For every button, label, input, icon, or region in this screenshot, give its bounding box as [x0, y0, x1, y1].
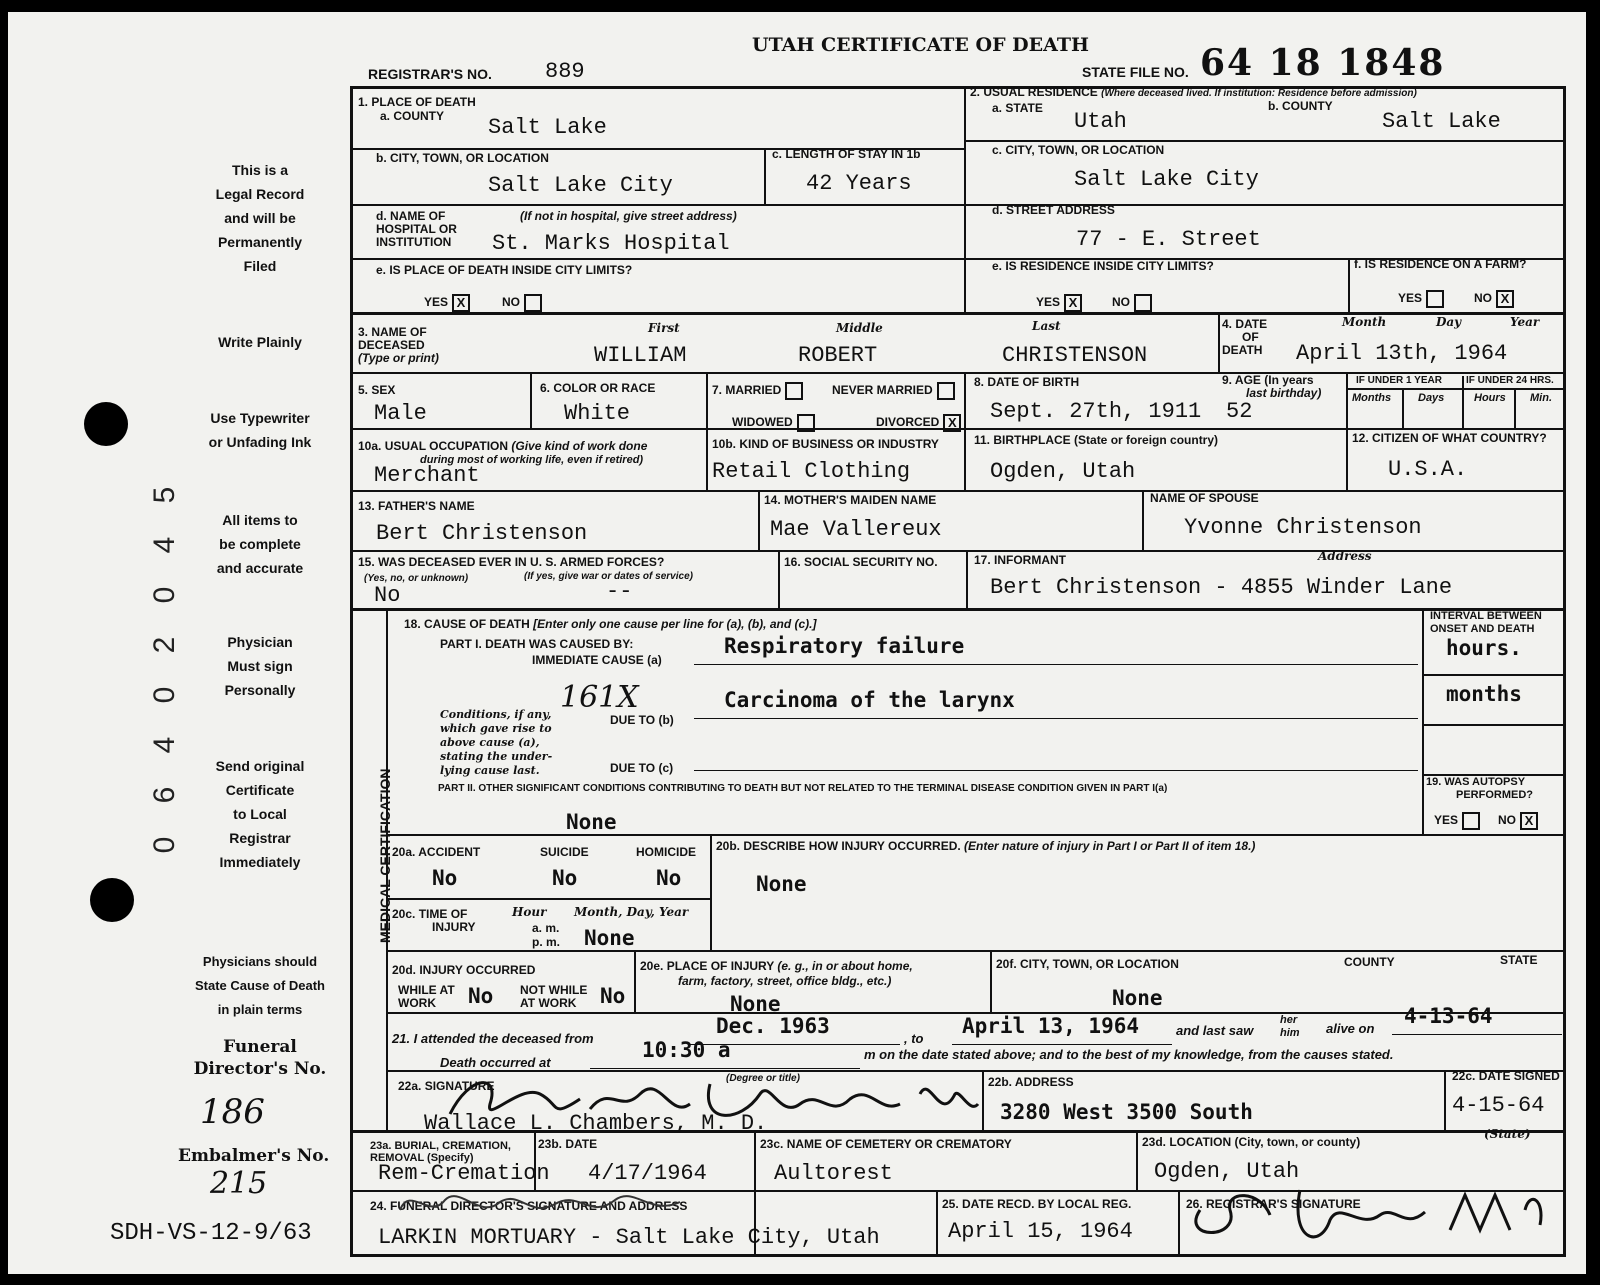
typewriter-note: Use Typewriter or Unfading Ink	[208, 410, 312, 450]
while-work-label: WHILE AT WORK	[398, 983, 455, 1010]
autopsy-no: NO X	[1498, 812, 1538, 830]
res-city-label: c. CITY, TOWN, OR LOCATION	[992, 143, 1165, 157]
death-inside-city-no: NO	[502, 294, 542, 312]
last-name: CHRISTENSON	[1002, 343, 1148, 368]
homicide: No	[656, 866, 682, 890]
armed-forces-note-a: (Yes, no, or unknown)	[364, 573, 469, 584]
hospital-label: d. NAME OF HOSPITAL OR INSTITUTION	[376, 209, 457, 249]
attend-to-label: , to	[904, 1031, 924, 1046]
armed-forces-dates: --	[606, 579, 633, 604]
funeral-director: LARKIN MORTUARY - Salt Lake City, Utah	[378, 1225, 880, 1250]
mother-name: Mae Vallereux	[770, 517, 942, 542]
degree-label: (Degree or title)	[726, 1073, 800, 1084]
mdy-label: Month, Day, Year	[574, 905, 689, 919]
res-county: Salt Lake	[1382, 109, 1501, 134]
vertical-control-number: 5 4 0 2 0 4 6 0	[148, 486, 181, 854]
last-saw-label: and last saw	[1176, 1023, 1254, 1038]
res-inside-city-label: e. IS RESIDENCE INSIDE CITY LIMITS?	[992, 259, 1214, 273]
checkbox-no[interactable]: X	[1496, 290, 1514, 308]
checkbox-divorced[interactable]: X	[943, 414, 961, 432]
checkbox-yes[interactable]: X	[1064, 294, 1082, 312]
year-label: Year	[1510, 315, 1540, 329]
form-number: SDH-VS-12-9/63	[110, 1220, 312, 1247]
checkbox-never-married[interactable]	[937, 382, 955, 400]
due-to-b-label: DUE TO (b)	[610, 713, 674, 727]
spouse-label: NAME OF SPOUSE	[1150, 491, 1259, 505]
res-inside-city-no: NO	[1112, 294, 1152, 312]
hospital-name: St. Marks Hospital	[492, 231, 730, 256]
farm-yes: YES	[1398, 290, 1444, 308]
age-label: 9. AGE (In years last birthday)	[1222, 373, 1322, 400]
hours-label: Hours	[1474, 392, 1506, 404]
injury-desc: None	[756, 872, 807, 896]
funeral-director-signature-label: 24. FUNERAL DIRECTOR'S SIGNATURE AND ADDRESS	[370, 1199, 688, 1213]
checkbox-no[interactable]	[524, 294, 542, 312]
res-street-label: d. STREET ADDRESS	[992, 203, 1115, 217]
checkbox-no[interactable]: X	[1520, 812, 1538, 830]
usual-residence-label: 2. USUAL RESIDENCE (Where deceased lived. If institution: Residence before admission)	[970, 85, 1417, 99]
month-label: Month	[1342, 315, 1387, 329]
death-city-label: b. CITY, TOWN, OR LOCATION	[376, 151, 549, 165]
hour-label: Hour	[512, 905, 547, 919]
farm-label: f. IS RESIDENCE ON A FARM?	[1354, 257, 1527, 271]
attend-to: April 13, 1964	[962, 1014, 1140, 1038]
cause-code: 161X	[560, 680, 639, 715]
state-cause-note: Physicians should State Cause of Death in plain terms	[194, 954, 326, 1017]
spouse-name: Yvonne Christenson	[1184, 515, 1422, 540]
mother-label: 14. MOTHER'S MAIDEN NAME	[764, 493, 937, 507]
place-of-injury-label: 20e. PLACE OF INJURY (e. g., in or about home,	[640, 959, 913, 973]
accident-label: 20a. ACCIDENT	[392, 845, 481, 859]
first-name: WILLIAM	[594, 343, 687, 368]
embalmer-no: 215	[210, 1166, 268, 1201]
ssn-label: 16. SOCIAL SECURITY NO.	[784, 555, 938, 569]
her-him-label: her him	[1280, 1014, 1300, 1039]
father-label: 13. FATHER'S NAME	[358, 499, 475, 513]
death-city: Salt Lake City	[488, 173, 673, 198]
funeral-director-no: 186	[200, 1092, 265, 1132]
age: 52	[1226, 399, 1253, 424]
business: Retail Clothing	[712, 459, 911, 484]
length-of-stay-label: c. LENGTH OF STAY IN 1b	[772, 147, 921, 161]
am-label: a. m.	[532, 921, 560, 935]
date-received-label: 25. DATE RECD. BY LOCAL REG.	[942, 1197, 1132, 1211]
immediate-cause-label: IMMEDIATE CAUSE (a)	[532, 653, 662, 667]
burial-disposition: Rem-Cremation	[378, 1161, 550, 1186]
registrar-no-label: REGISTRAR'S NO.	[368, 66, 492, 82]
injury-city: None	[1112, 986, 1163, 1010]
not-while-work-label: NOT WHILE AT WORK	[520, 983, 588, 1010]
res-county-label: b. COUNTY	[1268, 99, 1333, 113]
burial-date: 4/17/1964	[588, 1161, 707, 1186]
date-signed: 4-15-64	[1452, 1093, 1545, 1118]
registrar-signature-label: 26. REGISTRAR'S SIGNATURE	[1186, 1197, 1361, 1211]
embalmer-label: Embalmer's No.	[178, 1146, 330, 1166]
interval-label: INTERVAL BETWEEN ONSET AND DEATH	[1430, 610, 1542, 635]
legal-record-note: This is a Legal Record and will be Permanently Filed	[215, 162, 305, 274]
checkbox-yes[interactable]	[1462, 812, 1480, 830]
sex-label: 5. SEX	[358, 383, 396, 397]
race: White	[564, 401, 631, 426]
complete-items-note: All items to be complete and accurate	[216, 512, 304, 576]
burial-label: 23a. BURIAL, CREMATION, REMOVAL (Specify)	[370, 1140, 511, 1164]
birth-date-label: 8. DATE OF BIRTH	[974, 375, 1080, 389]
day-label: Day	[1436, 315, 1462, 329]
cemetery: Aultorest	[774, 1161, 893, 1186]
middle-name-label: Middle	[836, 321, 883, 335]
state-file-label: STATE FILE NO.	[1082, 64, 1189, 80]
length-of-stay: 42 Years	[806, 171, 912, 196]
injury-city-label: 20f. CITY, TOWN, OR LOCATION	[996, 957, 1179, 971]
time-of-injury-label: 20c. TIME OF INJURY	[392, 907, 476, 934]
res-state: Utah	[1074, 109, 1127, 134]
sex: Male	[374, 401, 427, 426]
occupation-label: 10a. USUAL OCCUPATION (Give kind of work done	[358, 439, 648, 453]
date-of-death-label: 4. DATE OF DEATH	[1222, 317, 1268, 357]
death-inside-city-label: e. IS PLACE OF DEATH INSIDE CITY LIMITS?	[376, 263, 633, 277]
last-name-label: Last	[1032, 319, 1061, 333]
write-plainly-note: Write Plainly	[218, 334, 302, 350]
location-state-label: (State)	[1484, 1127, 1531, 1141]
alive-on-label: alive on	[1326, 1021, 1375, 1036]
death-county: Salt Lake	[488, 115, 607, 140]
death-statement: m on the date stated above; and to the best of my knowledge, from the causes stated.	[864, 1047, 1394, 1062]
part2-label: PART II. OTHER SIGNIFICANT CONDITIONS CONTRIBUTING TO DEATH BUT NOT RELATED TO THE TERMINAL DISEASE CONDITION GIVEN IN PART I(a)	[438, 783, 1168, 794]
pm-label: p. m.	[532, 935, 561, 949]
medical-certification-label: MEDICAL CERTIFICATION	[377, 768, 393, 943]
injury-desc-label: 20b. DESCRIBE HOW INJURY OCCURRED. (Enter nature of injury in Part I or Part II of item 18.)	[716, 839, 1256, 853]
citizen: U.S.A.	[1388, 457, 1468, 482]
cemetery-label: 23c. NAME OF CEMETERY OR CREMATORY	[760, 1137, 1012, 1151]
checkbox-married[interactable]	[785, 382, 803, 400]
date-signed-label: 22c. DATE SIGNED	[1452, 1069, 1560, 1083]
father-name: Bert Christenson	[376, 521, 588, 546]
location-label: 23d. LOCATION (City, town, or county)	[1142, 1135, 1361, 1149]
informant-label: 17. INFORMANT	[974, 553, 1067, 567]
while-work: No	[468, 984, 494, 1008]
under-24-hrs-label: IF UNDER 24 HRS.	[1466, 375, 1554, 386]
state-file-no: 64 18 1848	[1200, 42, 1446, 84]
certificate-title	[752, 34, 1089, 56]
occupation-note: during most of working life, even if retired)	[420, 454, 644, 466]
immediate-cause: Respiratory failure	[724, 634, 965, 658]
never-married-label: NEVER MARRIED	[832, 382, 955, 400]
not-while-work: No	[600, 984, 626, 1008]
homicide-label: HOMICIDE	[636, 845, 696, 859]
armed-forces-note-b: (If yes, give war or dates of service)	[524, 571, 693, 582]
death-time: 10:30 a	[642, 1038, 731, 1062]
funeral-director-label: Funeral Director's No.	[193, 1037, 327, 1079]
date-received: April 15, 1964	[948, 1219, 1133, 1244]
place-of-injury-note: farm, factory, street, office bldg., etc.)	[678, 974, 892, 988]
armed-forces: No	[374, 583, 401, 608]
place-of-death-label: 1. PLACE OF DEATH	[358, 95, 476, 109]
title-utah: UTAH	[752, 34, 815, 56]
autopsy-label: 19. WAS AUTOPSY PERFORMED?	[1426, 776, 1533, 801]
due-to-b: Carcinoma of the larynx	[724, 688, 1015, 712]
checkbox-widowed[interactable]	[797, 414, 815, 432]
informant: Bert Christenson - 4855 Winder Lane	[990, 575, 1453, 600]
autopsy-yes: YES	[1434, 812, 1480, 830]
death-occurred-label: Death occurred at	[440, 1055, 551, 1070]
suicide-label: SUICIDE	[540, 845, 589, 859]
time-of-injury: None	[584, 926, 635, 950]
interval-b: months	[1446, 682, 1522, 706]
conditions-note: Conditions, if any, which gave rise to above cause (a), stating the under- lying cause last.	[440, 708, 553, 777]
death-inside-city-yes: YES X	[424, 294, 470, 312]
death-county-label: a. COUNTY	[380, 109, 445, 123]
physician-name: Wallace L. Chambers, M. D.	[424, 1111, 768, 1136]
widowed-label: WIDOWED	[732, 414, 815, 432]
attend-from: Dec. 1963	[716, 1014, 830, 1038]
days-label: Days	[1418, 392, 1445, 404]
cause-of-death-label: 18. CAUSE OF DEATH [Enter only one cause per line for (a), (b), and (c).]	[404, 617, 817, 631]
burial-location: Ogden, Utah	[1154, 1159, 1300, 1184]
part2: None	[566, 810, 617, 834]
physician-note: Physician Must sign Personally	[224, 634, 296, 698]
checkbox-yes[interactable]: X	[452, 294, 470, 312]
informant-address-label: Address	[1318, 549, 1372, 563]
place-of-injury: None	[730, 992, 781, 1016]
punch-hole-top	[84, 402, 128, 446]
res-inside-city-yes: YES X	[1036, 294, 1082, 312]
business-label: 10b. KIND OF BUSINESS OR INDUSTRY	[712, 437, 939, 451]
punch-hole-bottom	[90, 878, 134, 922]
physician-address: 3280 West 3500 South	[1000, 1100, 1253, 1124]
race-label: 6. COLOR OR RACE	[540, 381, 656, 395]
armed-forces-label: 15. WAS DECEASED EVER IN U. S. ARMED FORCES?	[358, 555, 665, 569]
birthplace-label: 11. BIRTHPLACE (State or foreign country)	[974, 433, 1219, 447]
injury-occurred-label: 20d. INJURY OCCURRED	[392, 963, 536, 977]
res-street: 77 - E. Street	[1076, 227, 1261, 252]
burial-date-label: 23b. DATE	[538, 1137, 598, 1151]
hospital-note: (If not in hospital, give street address)	[520, 209, 737, 223]
married-label: 7. MARRIED	[712, 382, 803, 400]
first-name-label: First	[648, 321, 680, 335]
divorced-label: DIVORCED X	[876, 414, 961, 432]
res-state-label: a. STATE	[992, 101, 1043, 115]
attend-label: 21. I attended the deceased from	[392, 1031, 594, 1046]
registrar-no: 889	[545, 59, 585, 84]
under-1-year-label: IF UNDER 1 YEAR	[1356, 375, 1442, 386]
months-label: Months	[1352, 392, 1392, 404]
physician-signature-label: 22a. SIGNATURE	[398, 1079, 495, 1093]
part1-label: PART I. DEATH WAS CAUSED BY:	[440, 637, 634, 651]
title-certificate: CERTIFICATE OF DEATH	[821, 34, 1089, 56]
birthplace: Ogden, Utah	[990, 459, 1136, 484]
citizen-label: 12. CITIZEN OF WHAT COUNTRY?	[1352, 431, 1547, 445]
accident: No	[432, 866, 458, 890]
min-label: Min.	[1530, 392, 1552, 404]
interval-a: hours.	[1446, 636, 1522, 660]
injury-state-label: STATE	[1500, 953, 1538, 967]
physician-address-label: 22b. ADDRESS	[988, 1075, 1074, 1089]
res-city: Salt Lake City	[1074, 167, 1259, 192]
injury-county-label: COUNTY	[1344, 955, 1395, 969]
birth-date: Sept. 27th, 1911	[990, 399, 1202, 424]
farm-no: NO X	[1474, 290, 1514, 308]
checkbox-yes[interactable]	[1426, 290, 1444, 308]
send-original-note: Send original Certificate to Local Registrar Immediately	[215, 758, 305, 870]
middle-name: ROBERT	[798, 343, 878, 368]
due-to-c-label: DUE TO (c)	[610, 761, 674, 775]
suicide: No	[552, 866, 578, 890]
deceased-name-label: 3. NAME OF DECEASED (Type or print)	[358, 325, 439, 365]
occupation: Merchant	[374, 463, 480, 488]
checkbox-no[interactable]	[1134, 294, 1152, 312]
alive-on: 4-13-64	[1404, 1004, 1493, 1028]
date-of-death: April 13th, 1964	[1296, 341, 1508, 366]
